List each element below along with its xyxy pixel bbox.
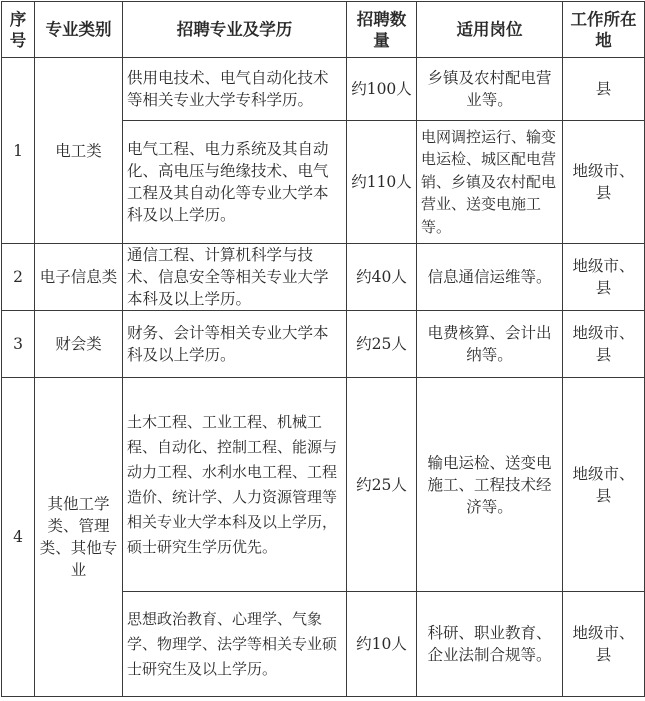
cell-count: 约40人 — [347, 244, 417, 311]
header-count: 招聘数量 — [347, 2, 417, 58]
cell-major: 财务、会计等相关专业大学本科及以上学历。 — [123, 311, 347, 378]
cell-index: 1 — [2, 58, 35, 244]
cell-count: 约10人 — [347, 592, 417, 697]
cell-location: 地级市、县 — [563, 244, 645, 311]
cell-category: 其他工学类、管理类、其他专业 — [35, 378, 123, 697]
cell-location: 地级市、县 — [563, 121, 645, 244]
cell-index: 2 — [2, 244, 35, 311]
cell-index: 4 — [2, 378, 35, 697]
cell-major: 思想政治教育、心理学、气象学、物理学、法学等相关专业硕士研究生及以上学历。 — [123, 592, 347, 697]
cell-position: 科研、职业教育、企业法制合规等。 — [417, 592, 563, 697]
table-header-row — [2, 2, 645, 58]
recruitment-table — [1, 1, 645, 697]
table-row — [2, 58, 645, 121]
cell-location: 地级市、县 — [563, 311, 645, 378]
header-position: 适用岗位 — [417, 2, 563, 58]
table-row — [2, 311, 645, 378]
cell-count: 约25人 — [347, 311, 417, 378]
header-major: 招聘专业及学历 — [123, 2, 347, 58]
cell-category: 财会类 — [35, 311, 123, 378]
cell-count: 约100人 — [347, 58, 417, 121]
cell-location: 地级市、县 — [563, 378, 645, 592]
cell-major: 通信工程、计算机科学与技术、信息安全等相关专业大学本科及以上学历。 — [123, 244, 347, 311]
cell-category: 电工类 — [35, 58, 123, 244]
cell-location: 地级市、县 — [563, 592, 645, 697]
table-row — [2, 244, 645, 311]
cell-major: 电气工程、电力系统及其自动化、高电压与绝缘技术、电气工程及其自动化等专业大学本科及以上学历。 — [123, 121, 347, 244]
cell-count: 约25人 — [347, 378, 417, 592]
cell-category: 电子信息类 — [35, 244, 123, 311]
cell-major: 土木工程、工业工程、机械工程、自动化、控制工程、能源与动力工程、水利水电工程、工程造价、统计学、人力资源管理等相关专业大学本科及以上学历，硕士研究生学历优先。 — [123, 378, 347, 592]
table-row — [2, 378, 645, 592]
cell-position: 输电运检、送变电施工、工程技术经济等。 — [417, 378, 563, 592]
cell-index: 3 — [2, 311, 35, 378]
cell-position: 乡镇及农村配电营业等。 — [417, 58, 563, 121]
header-category: 专业类别 — [35, 2, 123, 58]
cell-position: 电网调控运行、输变电运检、城区配电营销、乡镇及农村配电营业、送变电施工等。 — [417, 121, 563, 244]
cell-count: 约110人 — [347, 121, 417, 244]
cell-position: 电费核算、会计出纳等。 — [417, 311, 563, 378]
cell-location: 县 — [563, 58, 645, 121]
cell-position: 信息通信运维等。 — [417, 244, 563, 311]
cell-major: 供用电技术、电气自动化技术等相关专业大学专科学历。 — [123, 58, 347, 121]
header-location: 工作所在地 — [563, 2, 645, 58]
header-index: 序号 — [2, 2, 35, 58]
